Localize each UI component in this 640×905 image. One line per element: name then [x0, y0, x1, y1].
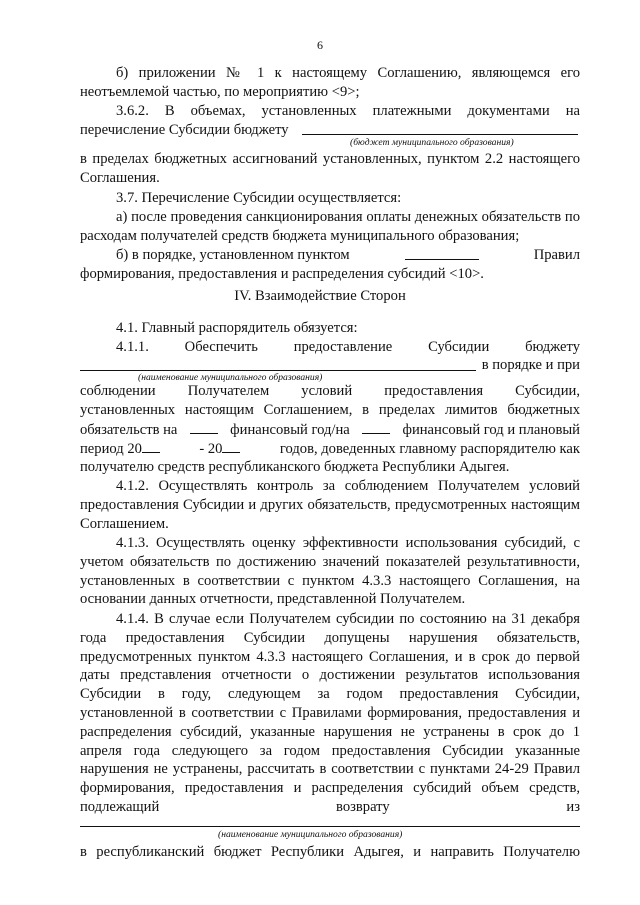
fill-in-line — [302, 134, 578, 135]
clause-4-1: 4.1. Главный распорядитель обязуется: — [116, 320, 358, 336]
clause-4-1-2: 4.1.2. Осуществлять контроль за соблюдением Получателем условий предоставления Субсидии и других обязательств, предусмотренных настоящим Соглашением. — [80, 478, 580, 532]
text-segment — [80, 439, 160, 459]
paragraph-line: получателю средств республиканского бюджета Республики Адыгея. — [80, 459, 510, 475]
year-prefix: - 20 — [199, 441, 223, 457]
paragraph-line: неотъемлемой частью, по мероприятию <9>; — [80, 84, 360, 100]
clause-4-1-4: 4.1.4. В случае если Получателем субсидии по состоянию на 31 декабря года предоставления Субсидии допущены нарушения обязательств, предусмотренных пунктом 4.3.3 настоящего Соглашения, и в срок до первой даты представления отчетности о достижении результатов использования Субсидии в году, следующем за годом предоставления Субсидии, установленной в соответствии с Правилами формирования, предоставления и распределения субсидий, указанные нарушения не устранены в срок до 1 апреля года следующего за годом предоставления Субсидии указанные нарушения не устранены, рассчитать в соответствии с пунктами 24-29 Правил формирования, предоставления и распределения субсидий объем средств, подлежащий возврату из — [80, 611, 580, 815]
fill-in-line — [142, 439, 160, 453]
section-heading: IV. Взаимодействие Сторон — [234, 288, 406, 304]
clause-3-7-b — [80, 246, 580, 265]
paragraph-line: в республиканский бюджет Республики Адыгея, и направить Получателю — [80, 844, 580, 860]
text-segment: финансовый год/на — [230, 422, 350, 438]
paragraph-line: б) приложении № 1 к настоящему Соглашению, являющемся его — [116, 65, 580, 81]
clause-4-1-1: 4.1.1. Обеспечить предоставление Субсидии бюджету — [116, 339, 580, 355]
text-segment: Правил — [533, 247, 580, 263]
paragraph-line: перечисление Субсидии бюджету — [80, 122, 289, 138]
fill-in-line — [222, 439, 240, 453]
paragraph-line: в порядке и при — [481, 357, 580, 373]
paragraph-line: соблюдении Получателем условий предоставления Субсидии, — [80, 383, 580, 399]
year-prefix: период 20 — [80, 441, 142, 457]
clause-4-1-3: 4.1.3. Осуществлять оценку эффективности использования субсидий, с учетом обязательств по достижению значений показателей результативности, установленных в соответствии с пунктом 4.3.3 настоящего Соглашения, на основании данных отчетности, представленной Получателем. — [80, 535, 580, 608]
text-segment: годов, доведенных главному распорядителю как — [279, 441, 580, 457]
fill-in-line — [80, 370, 476, 371]
clause-3-6-2: 3.6.2. В объемах, установленных платежными документами на — [116, 103, 580, 119]
paragraph-line — [80, 420, 580, 440]
paragraph-line: установленных настоящим Соглашением, в пределах лимитов бюджетных — [80, 402, 580, 418]
paragraph: а) после проведения санкционирования оплаты денежных обязательств по расходам получателей средств бюджета муниципального образования; — [80, 209, 580, 244]
caption-municipality: (наименование муниципального образования) — [218, 829, 403, 840]
fill-in-line — [362, 420, 390, 434]
fill-in-line — [405, 246, 479, 260]
clause-3-7: 3.7. Перечисление Субсидии осуществляется: — [116, 190, 402, 206]
caption-budget: (бюджет муниципального образования) — [350, 137, 514, 148]
page-number: 6 — [317, 38, 323, 52]
paragraph-line: формирования, предоставления и распределения субсидий <10>. — [80, 266, 484, 282]
fill-in-line — [80, 826, 580, 827]
text-segment: финансовый год и плановый — [402, 422, 580, 438]
text-segment — [199, 439, 240, 459]
paragraph-line — [80, 439, 580, 459]
text-segment: обязательств на — [80, 422, 178, 438]
paragraph: в пределах бюджетных ассигнований установленных, пунктом 2.2 настоящего Соглашения. — [80, 151, 580, 186]
text-segment: б) в порядке, установленном пунктом — [116, 247, 350, 263]
fill-in-line — [190, 420, 218, 434]
caption-municipality: (наименование муниципального образования) — [138, 372, 323, 383]
